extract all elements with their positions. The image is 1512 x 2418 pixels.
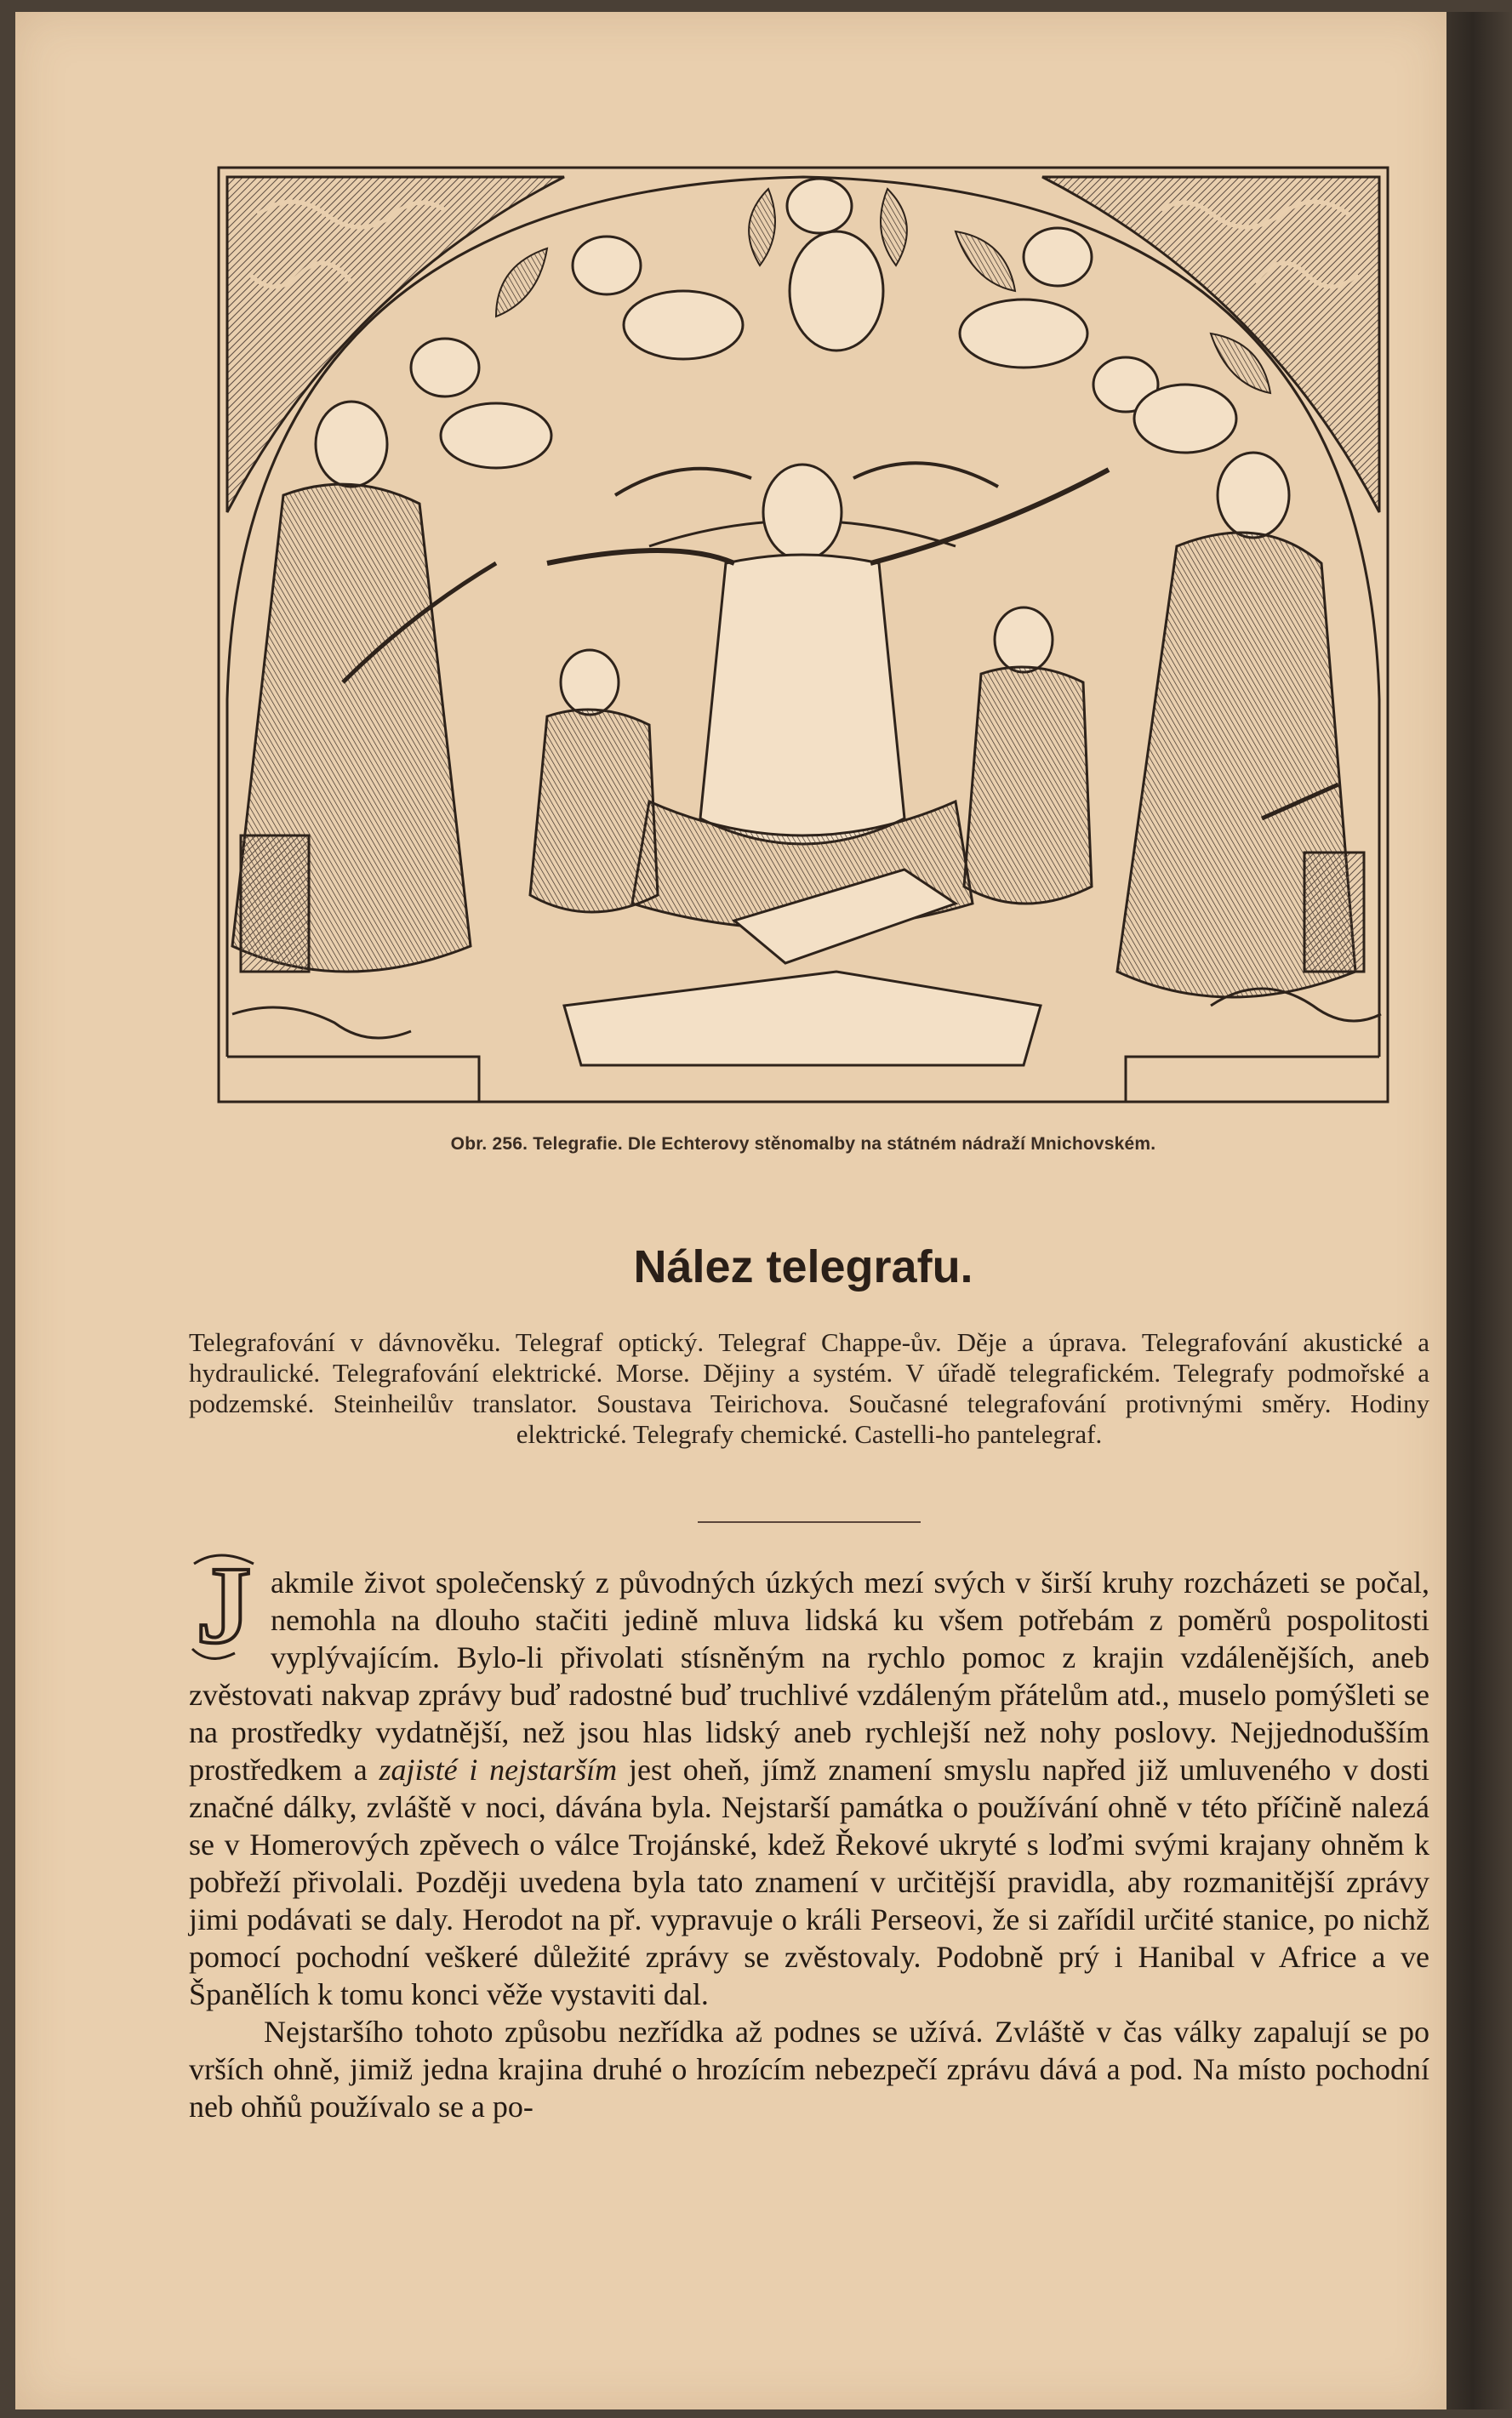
book-edge xyxy=(1446,12,1512,2409)
initial-letter: J xyxy=(196,1547,252,1666)
article-summary: Telegrafování v dávnověku. Telegraf optický. Telegraf Chappe-ův. Děje a úprava. Telegrafování akustické a hydraulické. Telegrafování elektrické. Morse. Dějiny a systém. V úřadě telegrafickém. Telegrafy podmořské a podzemské. Steinheilův translator. Soustava Teirichova. Současné telegrafování protivnými směry. Hodiny elektrické. Telegrafy chemické. Castelli-ho pantelegraf. xyxy=(189,1327,1429,1449)
decorative-initial-j-icon xyxy=(185,1547,262,1666)
telegraphy-engraving xyxy=(207,155,1400,1121)
emphasis-text: zajisté i nejstarším xyxy=(379,1753,618,1787)
figure-caption: Obr. 256. Telegrafie. Dle Echterovy stěnomalby na státném nádraží Mnichovském. xyxy=(450,1134,1156,1154)
article-title: Nález telegrafu. xyxy=(633,1241,973,1292)
paragraph-2: Nejstaršího tohoto způsobu nezřídka až podnes se užívá. Zvláště v čas války zapalují se po vrších ohně, jimiž jedna krajina druhé o hrozícím nebezpečí zprávu dává a pod. Na místo pochodní neb ohňů používalo se a po- xyxy=(189,2015,1429,2124)
paragraph-1-text: akmile život společenský z původných úzkých mezí svých v širší kruhy rozcházeti se počal, nemohla na dlouho stačiti jedině mluva lidská ku všem potřebám z poměrů pospolitosti vyplývajícím. Bylo-li přivolati stísněným na rychlo pomoc z krajin vzdálenějších, aneb zvěstovati nakvap zprávy buď radostné buď truchlivé vzdáleným přátelům atd., muselo pomýšleti se na prostředky vydatnější, než jsou hlas lidský aneb rychlejší než nohy poslovy. Nejjednodušším prostředkem a xyxy=(189,1565,1429,1787)
section-divider xyxy=(698,1521,921,1523)
paragraph-1-rest: jest oheň, jímž znamení smyslu napřed již umluveného v dosti značné dálky, zvláště v noci, dávána byla. Nejstarší památka o používání ohně v této příčině nalezá se v Homerových zpěvech o válce Trojánské, kdež Řekové ukryté s loďmi svými krajany ohněm k pobřeží přivolali. Později uvedena byla tato znamení v určitější pravidla, aby rozmanitější zprávy jimi podávati se daly. Herodot na př. vypravuje o králi Perseovi, že si zařídil určité stanice, po nichž pomocí pochodní veškeré důležité zprávy se zvěstovaly. Podobně prý i Hanibal v Africe a ve Španělích k tomu konci věže vystaviti dal. xyxy=(189,1753,1430,2011)
engraving-svg xyxy=(207,155,1400,1121)
article-body xyxy=(189,1547,1430,2125)
paragraph-1 xyxy=(189,1547,1430,2013)
